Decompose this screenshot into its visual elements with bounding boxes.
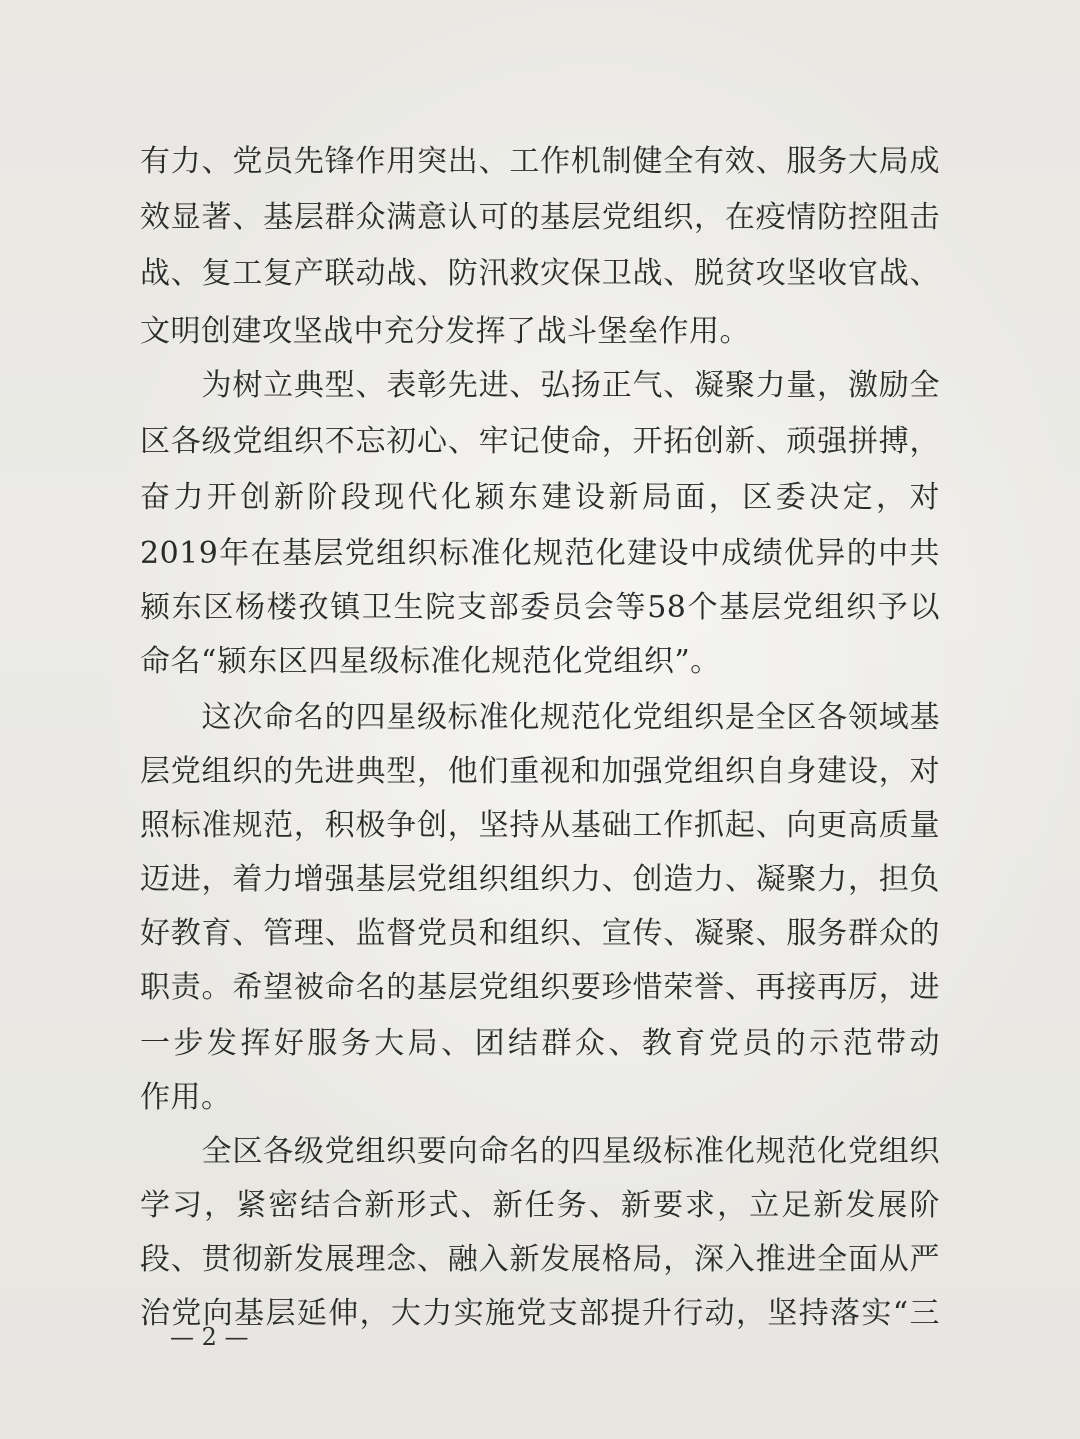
text-line: 文明创建攻坚战中充分发挥了战斗堡垒作用。	[140, 314, 750, 349]
text-line: 这次命名的四星级标准化规范化党组织是全区各领域基	[140, 700, 940, 735]
text-line: 命名“颍东区四星级标准化规范化党组织”。	[140, 644, 721, 679]
text-line: 层党组织的先进典型，他们重视和加强党组织自身建设，对	[140, 754, 940, 789]
text-line: 全区各级党组织要向命名的四星级标准化规范化党组织	[140, 1134, 940, 1169]
text-line: 颍东区杨楼孜镇卫生院支部委员会等58个基层党组织予以	[140, 590, 940, 625]
page-number: — 2 —	[170, 1323, 249, 1351]
text-line: 迈进，着力增强基层党组织组织力、创造力、凝聚力，担负	[140, 862, 940, 897]
text-line: 效显著、基层群众满意认可的基层党组织，在疫情防控阻击	[140, 200, 940, 235]
text-line: 好教育、管理、监督党员和组织、宣传、凝聚、服务群众的	[140, 916, 940, 951]
text-line: 段、贯彻新发展理念、融入新发展格局，深入推进全面从严	[140, 1242, 940, 1277]
text-line: 有力、党员先锋作用突出、工作机制健全有效、服务大局成	[140, 144, 940, 179]
text-line: 照标准规范，积极争创，坚持从基础工作抓起、向更高质量	[140, 808, 940, 843]
text-line: 为树立典型、表彰先进、弘扬正气、凝聚力量，激励全	[140, 368, 940, 403]
text-line: 职责。希望被命名的基层党组织要珍惜荣誉、再接再厉，进	[140, 970, 940, 1005]
text-line: 战、复工复产联动战、防汛救灾保卫战、脱贫攻坚收官战、	[140, 256, 940, 291]
text-line: 奋力开创新阶段现代化颍东建设新局面，区委决定，对	[140, 480, 940, 515]
text-line: 一步发挥好服务大局、团结群众、教育党员的示范带动	[140, 1026, 940, 1061]
text-line: 学习，紧密结合新形式、新任务、新要求，立足新发展阶	[140, 1188, 940, 1223]
text-line: 作用。	[140, 1080, 232, 1115]
text-line: 区各级党组织不忘初心、牢记使命，开拓创新、顽强拼搏，	[140, 424, 940, 459]
text-line: 2019年在基层党组织标准化规范化建设中成绩优异的中共	[140, 536, 940, 571]
text-line: 治党向基层延伸，大力实施党支部提升行动，坚持落实“三	[140, 1296, 940, 1331]
